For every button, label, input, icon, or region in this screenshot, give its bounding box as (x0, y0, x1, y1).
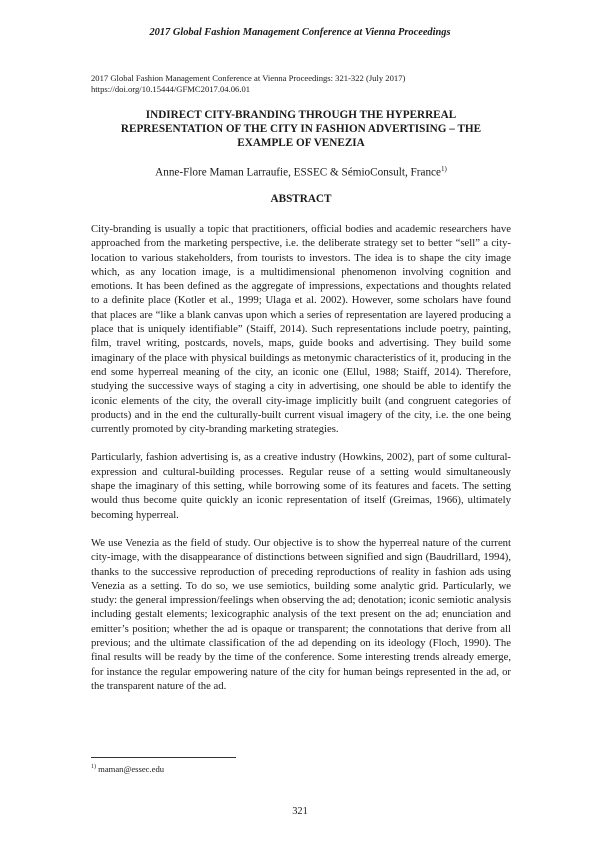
footnote (91, 764, 164, 774)
abstract-paragraph: We use Venezia as the field of study. Our objective is to show the hyperreal nature of the current city-image, with the disappearance of distinctions between signified and sign (Baudrillard, 1994), thanks to the successive reproduction of preceding reproductions of reality in fashion ads using Venezia as a setting. To do so, we use semiotics, building some analytic grid. Particularly, we study: the general impression/feelings when observing the ad; denotation; iconic semiotic analysis including gestalt elements; lexicographic analysis of the text present on the ad; enunciation and emitter’s position; whether the ad is opaque or transparent; the connotations that derive from all previous; and the ultimate classification of the ad depending on its ideology (Floch, 1990). The final results will be ready by the time of the conference. Some interesting trends already emerge, for instance the regular empowering nature of the city for human beings represented in the ad, or the transparent nature of the ad. (91, 536, 511, 692)
citation-block (91, 73, 511, 95)
abstract-paragraph: City-branding is usually a topic that practitioners, official bodies and academic researchers have approached from the marketing perspective, i.e. the deliberate strategy set to better “sell” a city-location to various stakeholders, from tourists to investors. The idea is to shape the city image which, as any location image, is a multidimensional phenomenon involving cognition and emotions. It has been defined as the aggregate of impressions, expectations and thoughts related to a definite place (Kotler et al., 1999; Ulaga et al. 2002). However, some scholars have found that places are “like a blank canvas upon which a series of representation are layered producing a place that is uniquely identifiable” (Staiff, 2014). Such representations include poetry, painting, film, travel writing, postcards, novels, maps, guide books and advertising. They build some imaginary of the place with physical buildings as metonymic characteristics of it, producing in the end some hyperreal meaning of the city, an iconic one (Ellul, 1988; Staiff, 2014). Therefore, studying the successive ways of staging a city in advertising, one should be able to identify the iconic elements of the city, the overall city-image implicitly built (and congruent categories of products) and in the end the culturally-built current visual imagery of the city, i.e. the one being currently promoted by city-branding marketing strategies. (91, 223, 511, 436)
running-header: 2017 Global Fashion Management Conference at Vienna Proceedings (149, 27, 451, 38)
doi-link[interactable]: https://doi.org/10.15444/GFMC2017.04.06.01 (91, 83, 251, 94)
author-footnote-mark: 1) (441, 165, 447, 173)
page-number: 321 (292, 806, 308, 817)
author-text: Anne-Flore Maman Larraufie, ESSEC & SémioConsult, France (155, 166, 441, 179)
paper-title (91, 108, 511, 150)
title-line: INDIRECT CITY-BRANDING THROUGH THE HYPERREAL (145, 109, 457, 121)
abstract-heading: ABSTRACT (270, 193, 332, 205)
title-line: REPRESENTATION OF THE CITY IN FASHION ADVERTISING – THE (120, 123, 482, 135)
abstract-body (91, 222, 511, 707)
footnote-divider (91, 757, 236, 758)
author-line (91, 165, 511, 179)
footnote-mark: 1) (91, 764, 96, 771)
citation-line: 2017 Global Fashion Management Conference at Vienna Proceedings: 321-322 (July 2017) (91, 73, 406, 83)
title-line: EXAMPLE OF VENEZIA (237, 137, 365, 149)
abstract-paragraph: Particularly, fashion advertising is, as a creative industry (Howkins, 2002), part of some cultural-expression and cultural-building processes. Regular reuse of a setting would simultaneously shape the imaginary of this setting, while borrowing some of its features and facets. The setting would thus become quite quickly an iconic representation of itself (Greimas, 1966), ultimately becoming hyperreal. (91, 451, 511, 521)
footnote-email[interactable]: maman@essec.edu (98, 764, 165, 774)
